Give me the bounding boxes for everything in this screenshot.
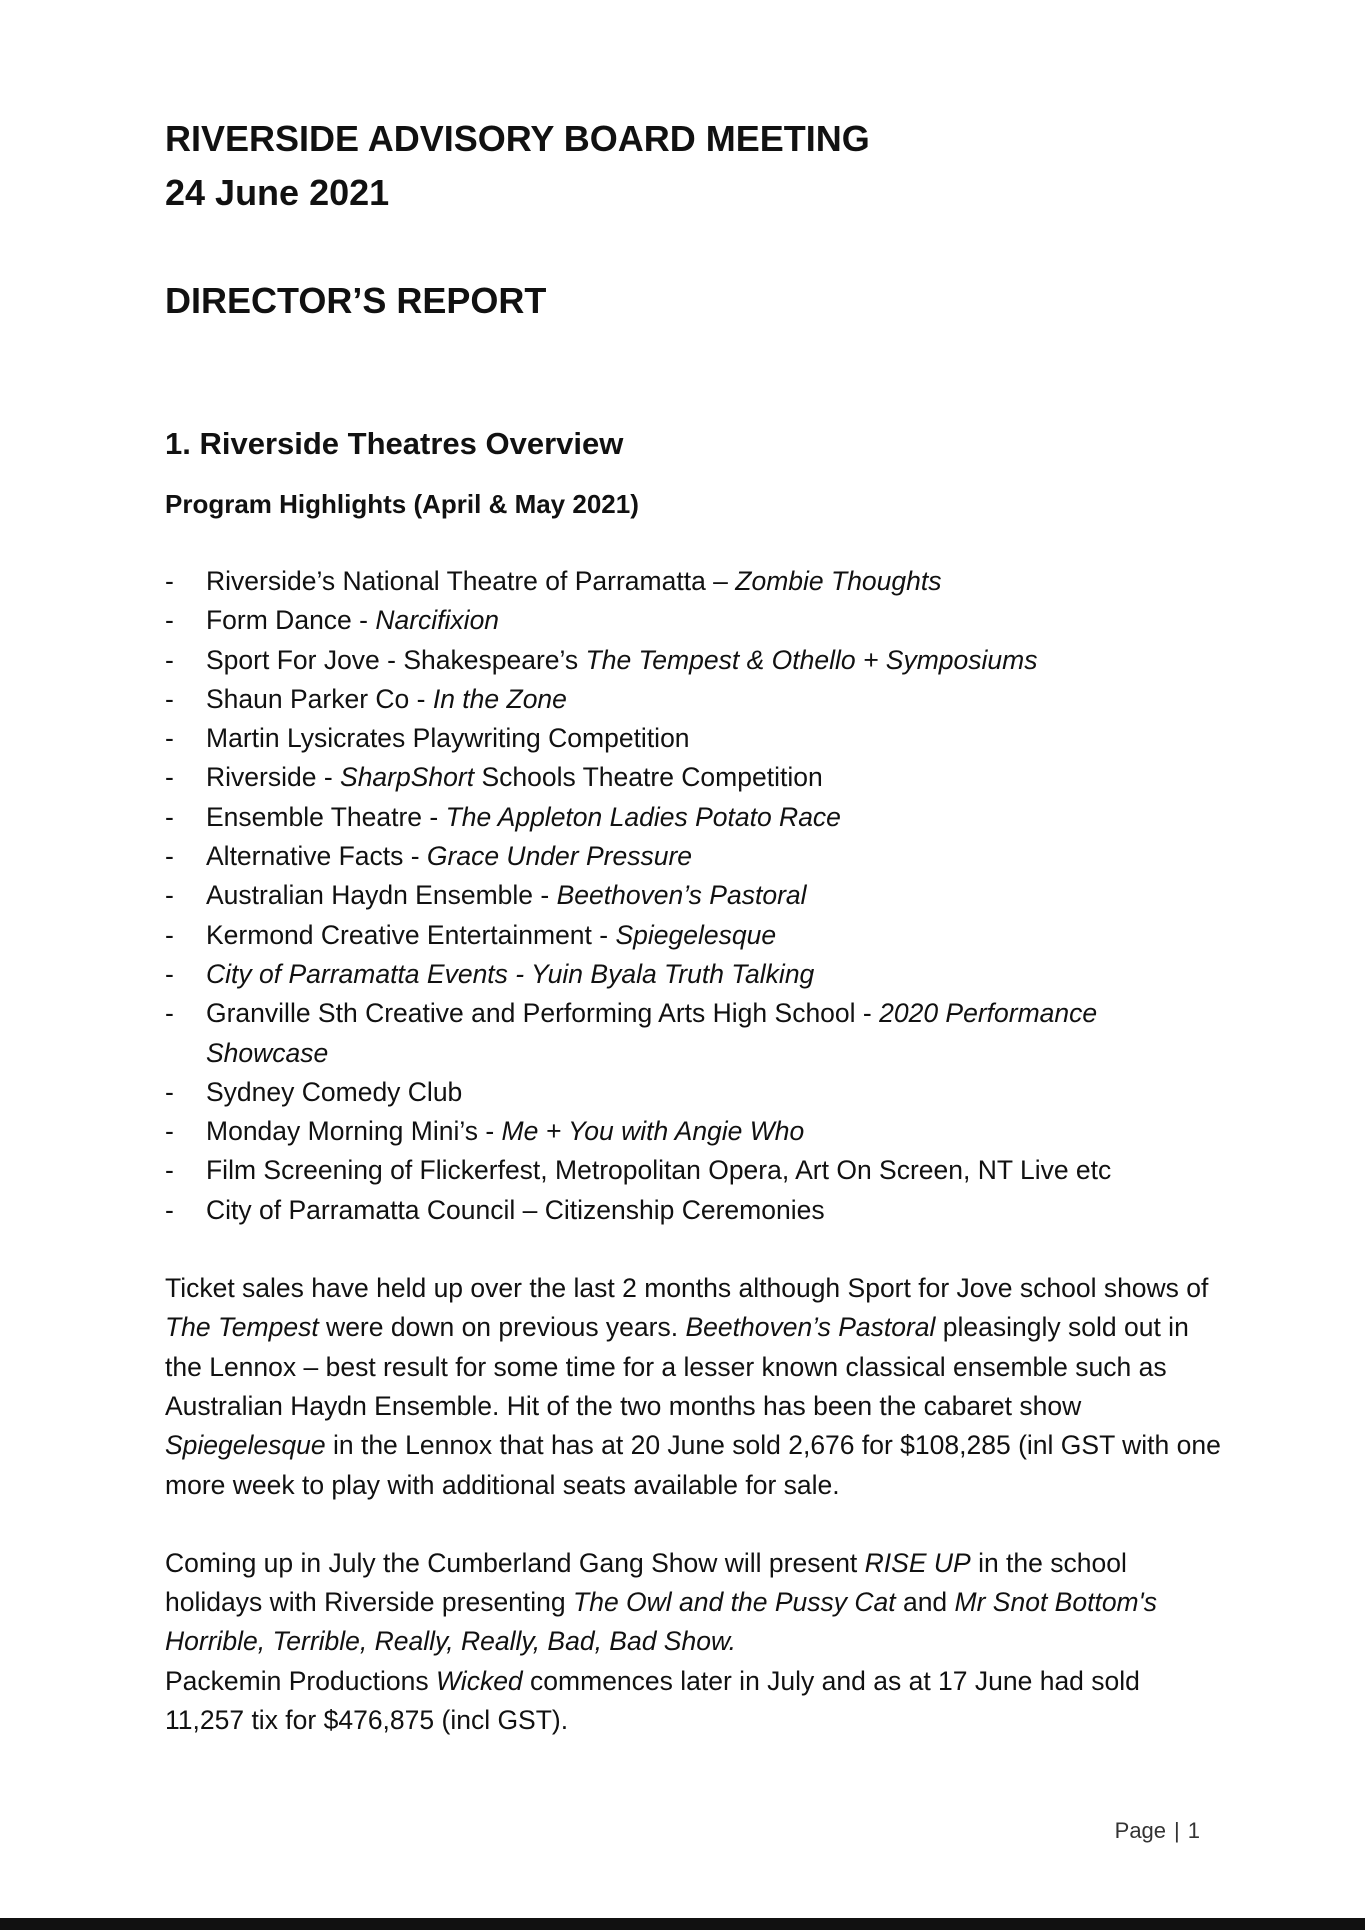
list-item: - Kermond Creative Entertainment - Spiegelesque xyxy=(165,916,1225,955)
meeting-title: RIVERSIDE ADVISORY BOARD MEETING xyxy=(165,118,870,159)
list-dash: - xyxy=(165,723,174,754)
list-item: - Sport For Jove - Shakespeare’s The Tempest & Othello + Symposiums xyxy=(165,641,1225,680)
list-item: - Alternative Facts - Grace Under Pressure xyxy=(165,837,1225,876)
page-separator: | xyxy=(1174,1818,1180,1843)
bottom-border xyxy=(0,1918,1365,1930)
page-number: 1 xyxy=(1187,1818,1200,1843)
page-label: Page xyxy=(1114,1818,1167,1843)
list-dash: - xyxy=(165,1155,174,1186)
list-dash: - xyxy=(165,605,174,636)
list-item: - City of Parramatta Events - Yuin Byala Truth Talking xyxy=(165,955,1225,994)
page-footer xyxy=(1115,1818,1200,1844)
coming-up-paragraph: Coming up in July the Cumberland Gang Show will present RISE UP in the school holidays with Riverside presenting The Owl and the Pussy Cat and Mr Snot Bottom's Horrible, Terrible, Really, Really, Bad, Bad Show. Packemin Productions Wicked commences later in July and as at 17 June had sold 11,257 tix for $476,875 (incl GST). xyxy=(165,1547,1157,1736)
document-page xyxy=(165,112,1225,1740)
list-item: - City of Parramatta Council – Citizenship Ceremonies xyxy=(165,1191,1225,1230)
section-heading: 1. Riverside Theatres Overview xyxy=(165,426,624,461)
list-dash: - xyxy=(165,958,174,989)
list-item: - Granville Sth Creative and Performing Arts High School - 2020 Performance Showcase xyxy=(165,994,1225,1073)
list-dash: - xyxy=(165,801,174,832)
list-item: - Shaun Parker Co - In the Zone xyxy=(165,680,1225,719)
list-dash: - xyxy=(165,1116,174,1147)
meeting-date: 24 June 2021 xyxy=(165,172,390,213)
program-highlights-heading: Program Highlights (April & May 2021) xyxy=(165,489,639,519)
list-item: - Martin Lysicrates Playwriting Competition xyxy=(165,719,1225,758)
list-item: - Form Dance - Narcifixion xyxy=(165,601,1225,640)
list-dash: - xyxy=(165,762,174,793)
list-dash: - xyxy=(165,1194,174,1225)
list-dash: - xyxy=(165,644,174,675)
list-item: - Australian Haydn Ensemble - Beethoven’s Pastoral xyxy=(165,876,1225,915)
list-item: - Film Screening of Flickerfest, Metropolitan Opera, Art On Screen, NT Live etc xyxy=(165,1151,1225,1190)
list-dash: - xyxy=(165,1076,174,1107)
list-dash: - xyxy=(165,566,174,596)
list-dash: - xyxy=(165,880,174,911)
list-dash: - xyxy=(165,841,174,872)
list-item: - Sydney Comedy Club xyxy=(165,1073,1225,1112)
program-highlights-list xyxy=(165,562,1225,1230)
ticket-sales-paragraph: Ticket sales have held up over the last 2 months although Sport for Jove school shows of The Tempest were down on previous years. Beethoven’s Pastoral pleasingly sold out in the Lennox – best result for some time for a lesser known classical ensemble such as Australian Haydn Ensemble. Hit of the two months has been the cabaret show Spiegelesque in the Lennox that has at 20 June sold 2,676 for $108,285 (inl GST with one more week to play with additional seats available for sale. xyxy=(165,1273,1221,1500)
list-dash: - xyxy=(165,683,174,714)
list-dash: - xyxy=(165,919,174,950)
list-item: - Riverside - SharpShort Schools Theatre Competition xyxy=(165,758,1225,797)
list-item: - Monday Morning Mini’s - Me + You with Angie Who xyxy=(165,1112,1225,1151)
list-item: - Ensemble Theatre - The Appleton Ladies Potato Race xyxy=(165,798,1225,837)
list-dash: - xyxy=(165,998,174,1029)
report-title: DIRECTOR’S REPORT xyxy=(165,280,547,321)
list-item: - Riverside’s National Theatre of Parramatta – Zombie Thoughts xyxy=(165,562,1225,601)
